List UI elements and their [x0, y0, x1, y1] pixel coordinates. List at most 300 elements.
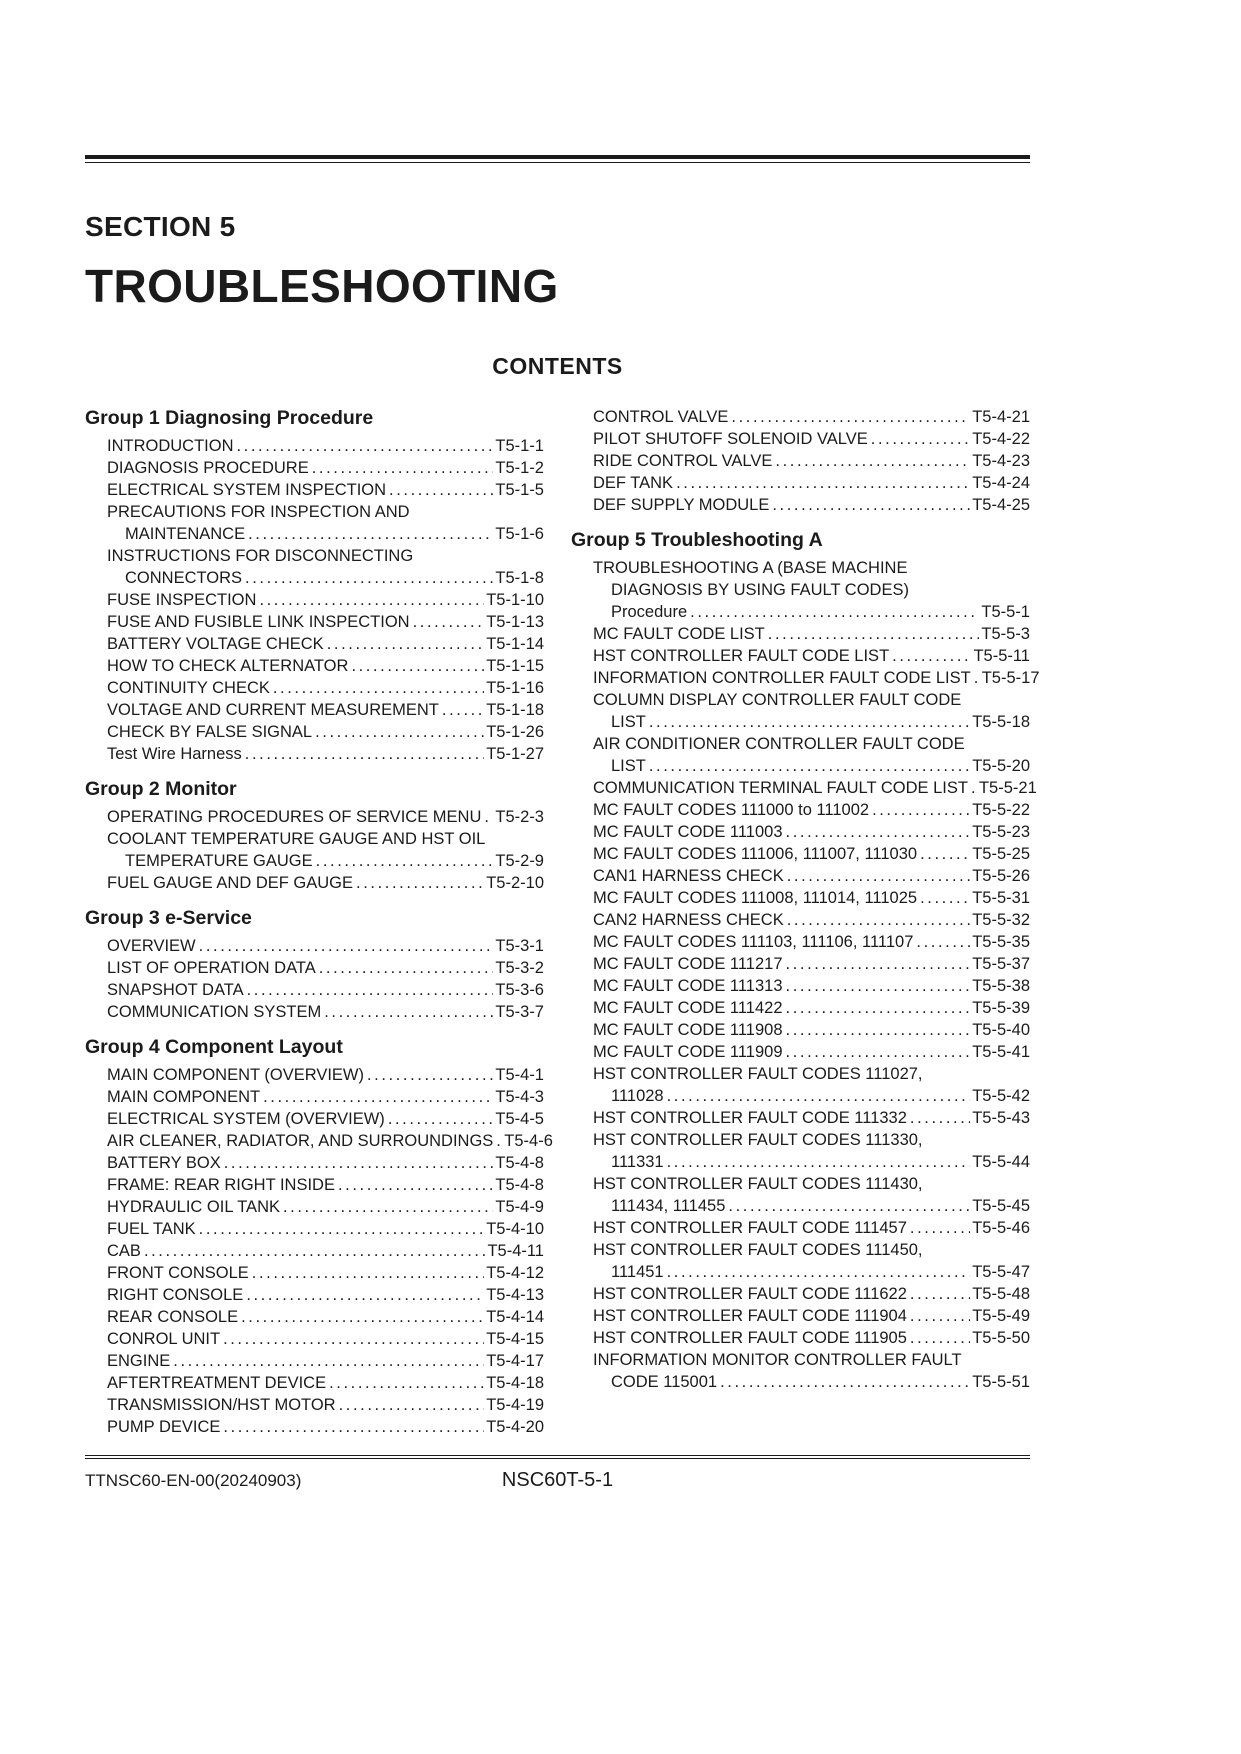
dot-leader: [388, 1108, 494, 1130]
toc-entry-row: [107, 979, 544, 1001]
table-of-contents: [85, 406, 1040, 1438]
toc-entry-row: [107, 1196, 544, 1218]
dot-leader: [910, 1107, 970, 1129]
toc-entry-page: T5-5-41: [972, 1043, 1030, 1061]
toc-entry-page: T5-5-43: [972, 1109, 1030, 1127]
toc-entry-page: T5-5-11: [973, 647, 1030, 665]
dot-leader: [871, 428, 970, 450]
footer-doc-number: TTNSC60-EN-00(20240903): [85, 1471, 302, 1490]
toc-entry-row: [593, 909, 1030, 931]
toc-entry-label: MC FAULT CODES 111000 to 111002: [593, 801, 870, 819]
toc-entry-row: [107, 677, 544, 699]
toc-entry-page: T5-4-9: [495, 1198, 544, 1216]
toc-entry: [85, 1218, 544, 1240]
toc-entry-row: [593, 494, 1030, 516]
toc-entry-row: [107, 1130, 553, 1152]
toc-entry-page: T5-4-10: [486, 1220, 544, 1238]
toc-entry-row: [107, 1394, 544, 1416]
toc-entry-line: HST CONTROLLER FAULT CODES 111430,: [593, 1175, 923, 1193]
toc-entry-page: T5-5-20: [972, 757, 1030, 775]
dot-leader: [786, 1041, 971, 1063]
toc-entry-label: HST CONTROLLER FAULT CODE 111332: [593, 1109, 907, 1127]
toc-entry-page: T5-5-47: [972, 1263, 1030, 1281]
toc-entry-label: LIST OF OPERATION DATA: [107, 959, 316, 977]
toc-entry-page: T5-5-42: [972, 1087, 1030, 1105]
toc-entry-page: T5-5-1: [981, 603, 1030, 621]
toc-entry: [85, 1416, 544, 1438]
page-footer: [85, 1455, 1030, 1495]
toc-entry-label: BATTERY BOX: [107, 1154, 221, 1172]
toc-entry: [571, 1305, 1030, 1327]
dot-leader: [338, 1174, 493, 1196]
toc-entry-label: CAN1 HARNESS CHECK: [593, 867, 784, 885]
toc-entry: [571, 1217, 1030, 1239]
toc-entry-row: [107, 435, 544, 457]
toc-entry-label: CAB: [107, 1242, 141, 1260]
toc-entry-page: T5-5-38: [972, 977, 1030, 995]
toc-entry: [571, 1129, 1030, 1173]
toc-entry-page: T5-5-40: [972, 1021, 1030, 1039]
toc-entry-label: MC FAULT CODE 111003: [593, 823, 783, 841]
toc-entry: [571, 494, 1030, 516]
toc-entry: [571, 1063, 1030, 1107]
toc-entry-line: HST CONTROLLER FAULT CODES 111450,: [593, 1241, 923, 1259]
toc-entry: [85, 501, 544, 545]
toc-entry: [571, 821, 1030, 843]
toc-entry-page: T5-4-18: [486, 1374, 544, 1392]
toc-entry-label: FUEL TANK: [107, 1220, 196, 1238]
dot-leader: [910, 1305, 970, 1327]
dot-leader: [676, 472, 970, 494]
toc-entry-label: MC FAULT CODES 111006, 111007, 111030: [593, 845, 918, 863]
toc-entry: [85, 1372, 544, 1394]
contents-heading: CONTENTS: [492, 353, 623, 379]
toc-entry-row: [593, 931, 1030, 953]
group-title: Group 4 Component Layout: [85, 1036, 343, 1058]
toc-entry-label: HYDRAULIC OIL TANK: [107, 1198, 280, 1216]
toc-entry: [571, 1349, 1030, 1393]
toc-entry: [85, 457, 544, 479]
toc-entry-label: HST CONTROLLER FAULT CODE 111622: [593, 1285, 907, 1303]
toc-entry-row: [593, 1151, 1030, 1173]
toc-entry-row: [107, 1086, 544, 1108]
dot-leader: [920, 887, 970, 909]
toc-entry: [571, 428, 1030, 450]
toc-entry: [85, 1262, 544, 1284]
dot-leader: [199, 935, 494, 957]
dot-leader: [971, 777, 977, 799]
dot-leader: [772, 494, 970, 516]
toc-entry: [85, 1240, 544, 1262]
toc-entry-label: Test Wire Harness: [107, 745, 242, 763]
toc-entry-page: T5-1-27: [486, 745, 544, 763]
toc-entry-page: T5-5-44: [972, 1153, 1030, 1171]
footer-rule: [85, 1455, 1030, 1459]
toc-entry-row: [593, 645, 1030, 667]
dot-leader: [316, 850, 494, 872]
dot-leader: [245, 567, 493, 589]
toc-entry-page: T5-4-22: [972, 430, 1030, 448]
toc-entry: [85, 1064, 544, 1086]
toc-entry-row: [593, 406, 1030, 428]
toc-entry-label: INTRODUCTION: [107, 437, 234, 455]
toc-entry-label: LIST: [611, 757, 646, 775]
toc-entry-page: T5-4-17: [486, 1352, 544, 1370]
dot-leader: [223, 1416, 484, 1438]
toc-entry: [85, 979, 544, 1001]
toc-entry-page: T5-1-6: [495, 525, 544, 543]
toc-entry-page: T5-5-46: [972, 1219, 1030, 1237]
toc-entry-page: T5-1-5: [495, 481, 544, 499]
toc-entry-row: [107, 457, 544, 479]
toc-entry-row: [107, 589, 544, 611]
toc-entry-row: [593, 1195, 1030, 1217]
toc-entry: [571, 1239, 1030, 1283]
dot-leader: [768, 623, 980, 645]
toc-entry-label: MC FAULT CODE 111909: [593, 1043, 783, 1061]
toc-entry: [571, 623, 1030, 645]
toc-entry-label: TRANSMISSION/HST MOTOR: [107, 1396, 336, 1414]
toc-entry: [571, 953, 1030, 975]
toc-entry-row: [593, 997, 1030, 1019]
toc-entry-line: PRECAUTIONS FOR INSPECTION AND: [107, 503, 410, 521]
toc-entry-label: HST CONTROLLER FAULT CODE 111905: [593, 1329, 907, 1347]
dot-leader: [327, 633, 485, 655]
toc-entry-row: [107, 1306, 544, 1328]
toc-entry-page: T5-4-6: [504, 1132, 553, 1150]
toc-entry: [571, 777, 1037, 799]
toc-entry-page: T5-4-14: [486, 1308, 544, 1326]
toc-entry-row: [593, 777, 1037, 799]
toc-entry-row: [593, 1305, 1030, 1327]
dot-leader: [649, 711, 970, 733]
toc-entry: [85, 633, 544, 655]
toc-entry-label: OPERATING PROCEDURES OF SERVICE MENU: [107, 808, 482, 826]
toc-entry-row: [107, 1328, 544, 1350]
dot-leader: [413, 611, 485, 633]
toc-entry: [85, 1086, 544, 1108]
group-title: Group 5 Troubleshooting A: [571, 529, 823, 551]
dot-leader: [442, 699, 484, 721]
toc-entry-page: T5-5-37: [972, 955, 1030, 973]
toc-entry: [571, 997, 1030, 1019]
toc-entry-page: T5-1-13: [486, 613, 544, 631]
toc-entry-page: T5-2-9: [495, 852, 544, 870]
toc-entry-label: ELECTRICAL SYSTEM (OVERVIEW): [107, 1110, 385, 1128]
toc-entry-label: REAR CONSOLE: [107, 1308, 239, 1326]
dot-leader: [786, 1019, 971, 1041]
toc-entry-page: T5-4-8: [495, 1176, 544, 1194]
toc-entry-label: COMMUNICATION TERMINAL FAULT CODE LIST: [593, 779, 968, 797]
dot-leader: [339, 1394, 485, 1416]
toc-entry-label: TEMPERATURE GAUGE: [125, 852, 313, 870]
dot-leader: [245, 743, 484, 765]
toc-entry-page: T5-1-14: [486, 635, 544, 653]
toc-entry-page: T5-4-15: [486, 1330, 544, 1348]
toc-entry: [571, 472, 1030, 494]
dot-leader: [259, 589, 484, 611]
dot-leader: [329, 1372, 484, 1394]
dot-leader: [283, 1196, 493, 1218]
toc-entry-page: T5-4-3: [495, 1088, 544, 1106]
toc-entry-page: T5-4-11: [487, 1242, 544, 1260]
toc-entry-row: [593, 1261, 1030, 1283]
dot-leader: [224, 1152, 494, 1174]
toc-entry-page: T5-5-26: [972, 867, 1030, 885]
toc-entry-page: T5-4-13: [486, 1286, 544, 1304]
toc-entry-page: T5-5-23: [972, 823, 1030, 841]
toc-entry-label: MC FAULT CODE 111217: [593, 955, 783, 973]
toc-entry-row: [107, 721, 544, 743]
toc-entry-row: [593, 1283, 1030, 1305]
dot-leader: [484, 806, 493, 828]
toc-entry-label: LIST: [611, 713, 646, 731]
toc-entry-label: FUSE AND FUSIBLE LINK INSPECTION: [107, 613, 410, 631]
dot-leader: [389, 479, 493, 501]
toc-entry-line: HST CONTROLLER FAULT CODES 111330,: [593, 1131, 923, 1149]
page-title: TROUBLESHOOTING: [85, 260, 559, 312]
dot-leader: [312, 457, 494, 479]
toc-entry-label: CONTROL VALVE: [593, 408, 729, 426]
toc-entry: [571, 931, 1030, 953]
toc-entry-row: [107, 699, 544, 721]
toc-entry: [571, 645, 1030, 667]
toc-entry-row: [593, 755, 1030, 777]
toc-entry: [571, 733, 1030, 777]
toc-entry-page: T5-2-10: [486, 874, 544, 892]
toc-entry-page: T5-5-22: [972, 801, 1030, 819]
toc-entry-label: CONNECTORS: [125, 569, 243, 587]
toc-entry: [85, 589, 544, 611]
toc-entry: [571, 1283, 1030, 1305]
toc-entry-page: T5-1-18: [486, 701, 544, 719]
toc-entry-page: T5-3-1: [495, 937, 544, 955]
toc-entry-row: [107, 1372, 544, 1394]
toc-entry-label: HST CONTROLLER FAULT CODE LIST: [593, 647, 890, 665]
toc-entry-page: T5-4-12: [486, 1264, 544, 1282]
toc-entry-label: VOLTAGE AND CURRENT MEASUREMENT: [107, 701, 439, 719]
toc-entry-row: [107, 1240, 544, 1262]
dot-leader: [667, 1261, 971, 1283]
toc-entry: [85, 1152, 544, 1174]
dot-leader: [920, 843, 970, 865]
toc-entry-row: [593, 450, 1030, 472]
toc-entry-row: [593, 1107, 1030, 1129]
toc-entry: [85, 721, 544, 743]
toc-entry-label: DEF SUPPLY MODULE: [593, 496, 770, 514]
toc-entry-page: T5-3-2: [495, 959, 544, 977]
toc-entry-page: T5-4-24: [972, 474, 1030, 492]
dot-leader: [974, 667, 980, 689]
toc-entry-row: [593, 843, 1030, 865]
toc-entry-label: BATTERY VOLTAGE CHECK: [107, 635, 324, 653]
toc-entry: [571, 689, 1030, 733]
toc-entry-row: [107, 743, 544, 765]
toc-entry-row: [593, 472, 1030, 494]
toc-entry: [85, 935, 544, 957]
toc-entry-row: [593, 975, 1030, 997]
toc-entry-row: [593, 623, 1030, 645]
dot-leader: [263, 1086, 493, 1108]
toc-entry: [85, 1328, 544, 1350]
toc-entry: [85, 1001, 544, 1023]
toc-entry-label: ELECTRICAL SYSTEM INSPECTION: [107, 481, 387, 499]
toc-entry-row: [107, 523, 544, 545]
group-title: Group 1 Diagnosing Procedure: [85, 407, 374, 429]
toc-entry-row: [107, 479, 544, 501]
toc-entry: [85, 1174, 544, 1196]
toc-entry-row: [593, 865, 1030, 887]
dot-leader: [910, 1327, 970, 1349]
toc-entry: [571, 1041, 1030, 1063]
toc-entry-page: T5-5-39: [972, 999, 1030, 1017]
toc-entry-row: [593, 1019, 1030, 1041]
toc-entry-label: 111451: [611, 1263, 664, 1281]
toc-entry-label: 111331: [611, 1153, 664, 1171]
toc-entry-row: [107, 1350, 544, 1372]
toc-entry-label: FUSE INSPECTION: [107, 591, 257, 609]
toc-entry: [85, 872, 544, 894]
toc-entry: [571, 406, 1030, 428]
toc-entry: [571, 1327, 1030, 1349]
dot-leader: [496, 1130, 502, 1152]
dot-leader: [173, 1350, 484, 1372]
toc-entry: [85, 1306, 544, 1328]
toc-entry-row: [593, 601, 1030, 623]
toc-entry-page: T5-5-18: [972, 713, 1030, 731]
toc-entry: [85, 611, 544, 633]
toc-entry-page: T5-5-51: [972, 1373, 1030, 1391]
toc-entry-label: CONTINUITY CHECK: [107, 679, 270, 697]
toc-entry-page: T5-5-17: [981, 669, 1040, 687]
toc-entry: [571, 667, 1040, 689]
toc-entry: [85, 699, 544, 721]
toc-entry: [85, 435, 544, 457]
dot-leader: [241, 1306, 484, 1328]
toc-entry-line: DIAGNOSIS BY USING FAULT CODES): [611, 581, 909, 599]
toc-entry-label: HST CONTROLLER FAULT CODE 111457: [593, 1219, 907, 1237]
toc-entry-label: CONROL UNIT: [107, 1330, 221, 1348]
dot-leader: [351, 655, 484, 677]
toc-entry-page: T5-5-45: [972, 1197, 1030, 1215]
dot-leader: [910, 1283, 970, 1305]
toc-entry-page: T5-4-23: [972, 452, 1030, 470]
dot-leader: [787, 865, 971, 887]
toc-entry-page: T5-5-48: [972, 1285, 1030, 1303]
toc-entry-row: [107, 655, 544, 677]
toc-entry: [571, 865, 1030, 887]
toc-entry-label: HOW TO CHECK ALTERNATOR: [107, 657, 349, 675]
toc-entry-label: FUEL GAUGE AND DEF GAUGE: [107, 874, 354, 892]
toc-entry-label: ENGINE: [107, 1352, 171, 1370]
group-title: Group 3 e-Service: [85, 907, 252, 929]
toc-entry-page: T5-1-10: [486, 591, 544, 609]
toc-entry-label: HST CONTROLLER FAULT CODE 111904: [593, 1307, 907, 1325]
toc-entry-row: [107, 1064, 544, 1086]
toc-entry-label: OVERVIEW: [107, 937, 196, 955]
dot-leader: [690, 601, 979, 623]
toc-entry-label: CHECK BY FALSE SIGNAL: [107, 723, 313, 741]
toc-entry-row: [107, 1001, 544, 1023]
toc-entry: [85, 957, 544, 979]
toc-entry-row: [107, 1218, 544, 1240]
dot-leader: [356, 872, 484, 894]
dot-leader: [247, 979, 494, 1001]
toc-entry: [85, 1284, 544, 1306]
toc-entry-page: T5-1-16: [486, 679, 544, 697]
toc-entry-label: FRAME: REAR RIGHT INSIDE: [107, 1176, 335, 1194]
dot-leader: [892, 645, 971, 667]
toc-entry-row: [107, 611, 544, 633]
dot-leader: [199, 1218, 485, 1240]
toc-entry-line: HST CONTROLLER FAULT CODES 111027,: [593, 1065, 923, 1083]
dot-leader: [720, 1371, 970, 1393]
toc-entry-label: CAN2 HARNESS CHECK: [593, 911, 784, 929]
toc-entry: [85, 1394, 544, 1416]
toc-entry-line: INFORMATION MONITOR CONTROLLER FAULT: [593, 1351, 962, 1369]
toc-entry-label: PUMP DEVICE: [107, 1418, 221, 1436]
toc-entry: [571, 887, 1030, 909]
toc-entry-label: DEF TANK: [593, 474, 674, 492]
toc-entry-page: T5-4-25: [972, 496, 1030, 514]
toc-entry: [85, 655, 544, 677]
toc-entry-line: COLUMN DISPLAY CONTROLLER FAULT CODE: [593, 691, 962, 709]
footer-row: [85, 1469, 1030, 1495]
toc-entry-label: MC FAULT CODE 111908: [593, 1021, 783, 1039]
toc-entry-label: MAIN COMPONENT: [107, 1088, 261, 1106]
toc-entry-page: T5-4-20: [486, 1418, 544, 1436]
toc-entry-label: CODE 115001: [611, 1373, 718, 1391]
toc-entry-row: [593, 1217, 1030, 1239]
toc-entry-page: T5-3-6: [495, 981, 544, 999]
toc-entry-row: [593, 1327, 1030, 1349]
dot-leader: [248, 523, 493, 545]
toc-entry: [571, 909, 1030, 931]
toc-entry: [85, 1130, 553, 1152]
toc-entry: [85, 828, 544, 872]
dot-leader: [246, 1284, 484, 1306]
top-rule: [85, 155, 1030, 163]
toc-entry-label: INFORMATION CONTROLLER FAULT CODE LIST: [593, 669, 971, 687]
toc-entry-row: [107, 1152, 544, 1174]
toc-entry-page: T5-1-2: [495, 459, 544, 477]
toc-entry-line: INSTRUCTIONS FOR DISCONNECTING: [107, 547, 414, 565]
toc-entry-page: T5-5-32: [972, 911, 1030, 929]
toc-entry-page: T5-2-3: [495, 808, 544, 826]
toc-entry-page: T5-1-1: [495, 437, 544, 455]
toc-entry-label: AIR CLEANER, RADIATOR, AND SURROUNDINGS: [107, 1132, 494, 1150]
dot-leader: [319, 957, 494, 979]
dot-leader: [252, 1262, 484, 1284]
toc-entry-page: T5-5-31: [972, 889, 1030, 907]
toc-entry-row: [107, 806, 544, 828]
toc-column-right: [571, 406, 1040, 1438]
toc-entry-row: [593, 711, 1030, 733]
toc-entry-row: [593, 799, 1030, 821]
toc-entry: [571, 450, 1030, 472]
toc-entry-page: T5-5-3: [981, 625, 1030, 643]
toc-entry-row: [107, 872, 544, 894]
toc-entry-row: [107, 1262, 544, 1284]
toc-entry-label: MC FAULT CODES 111103, 111106, 111107: [593, 933, 914, 951]
toc-entry-page: T5-1-26: [486, 723, 544, 741]
toc-entry-row: [593, 667, 1040, 689]
dot-leader: [667, 1151, 971, 1173]
toc-entry-label: RIDE CONTROL VALVE: [593, 452, 773, 470]
toc-entry-row: [107, 1174, 544, 1196]
toc-entry-page: T5-1-15: [486, 657, 544, 675]
toc-entry-page: T5-5-49: [972, 1307, 1030, 1325]
